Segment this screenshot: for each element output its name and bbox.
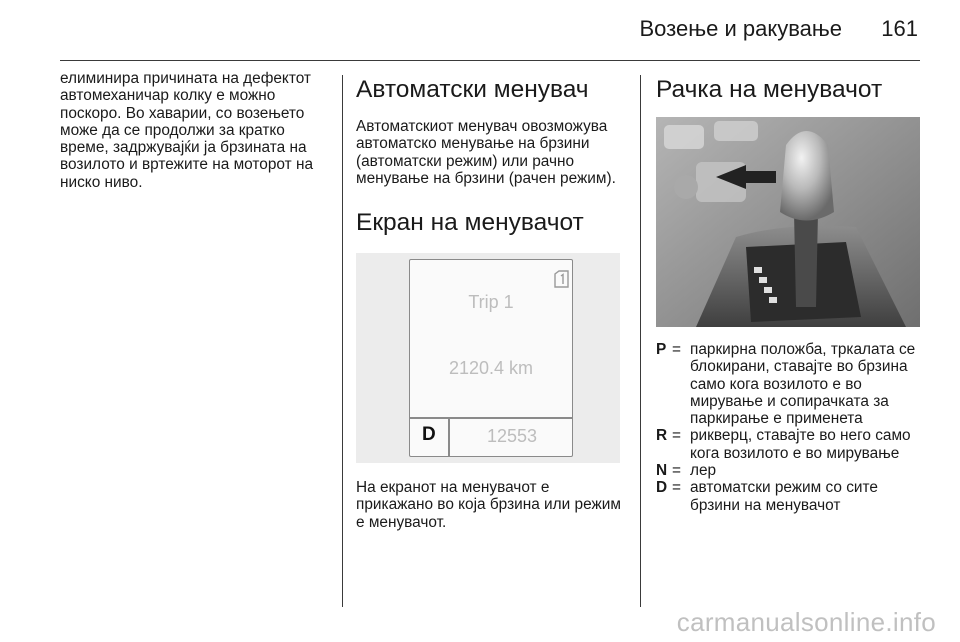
odometer-value: 12553	[486, 426, 538, 447]
legend-description: автоматски режим со сите брзини на менувачот	[690, 479, 878, 514]
transmission-display-figure	[356, 253, 620, 463]
header-rule	[60, 60, 920, 61]
trip-one-icon	[553, 269, 570, 289]
legend-key: P	[656, 341, 667, 358]
page-header	[0, 0, 960, 60]
gear-indicator: D	[422, 424, 436, 446]
legend-separator: =	[672, 462, 681, 480]
gear-positions-legend	[656, 341, 928, 514]
gear-lever-illustration	[656, 117, 920, 327]
display-divider-h	[410, 417, 572, 419]
trip-label: Trip 1	[468, 292, 514, 313]
legend-key: D	[656, 479, 668, 497]
legend-description: лер	[690, 462, 717, 480]
display-screen	[409, 259, 573, 457]
automatic-transmission-heading: Автоматски менувач	[356, 76, 589, 103]
legend-separator: =	[672, 341, 681, 358]
legend-key: N	[656, 462, 668, 480]
display-divider-v	[448, 417, 450, 456]
column-divider-1	[342, 75, 343, 607]
legend-description: паркирна положба, тркалата се блокирани, ставајте во брзина само кога возилото е во мирување и сопирачката за паркирање е применета	[690, 341, 916, 428]
legend-key: R	[656, 427, 668, 445]
legend-item-d	[656, 479, 928, 514]
display-caption: На екранот на менувачот е прикажано во која брзина или режим е менувачот.	[356, 479, 621, 531]
legend-description: рикверц, ставајте во него само кога возилото е во мирување	[690, 427, 911, 462]
automatic-transmission-paragraph: Автоматскиот менувач овозможува автоматско менување на брзини (автоматски режим) или рачно менување на брзини (рачен режим).	[356, 118, 616, 187]
legend-item-p	[656, 341, 928, 427]
column-left	[60, 70, 332, 191]
legend-separator: =	[672, 479, 681, 497]
column-right	[656, 70, 928, 514]
watermark: carmanualsonline.info	[676, 607, 936, 637]
legend-item-r	[656, 427, 928, 462]
trip-distance: 2120.4 km	[448, 358, 534, 379]
gear-lever-heading: Рачка на менувачот	[656, 76, 883, 103]
column-middle	[356, 70, 628, 531]
transmission-display-heading: Екран на менувачот	[356, 209, 584, 237]
legend-separator: =	[672, 427, 681, 445]
continued-paragraph: елиминира причината на дефектот автомеханичар колку е можно поскоро. Во хаварии, со возењето може да се продолжи за кратко време, задржувајќи ја брзината на возилото и вртежите на моторот на ниско ниво.	[60, 70, 314, 191]
gear-lever-photo	[656, 117, 920, 327]
page-number: 161	[881, 16, 918, 41]
column-divider-2	[640, 75, 641, 607]
section-title: Возење и ракување	[639, 16, 842, 41]
legend-item-n	[656, 462, 928, 479]
